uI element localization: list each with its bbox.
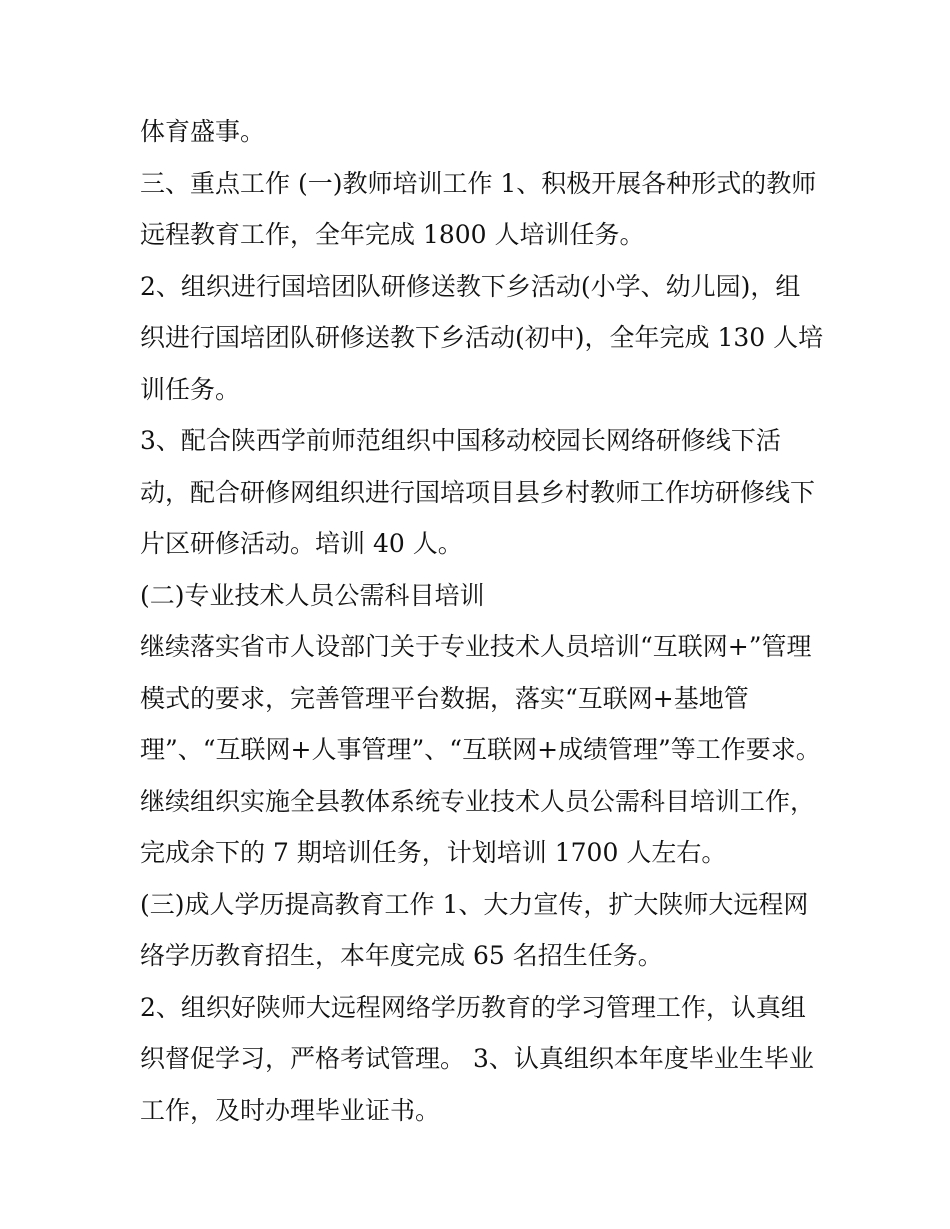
text-line: (三)成人学历提高教育工作 1、大力宣传，扩大陕师大远程网	[140, 889, 809, 919]
text-line: 2、组织进行国培团队研修送教下乡活动(小学、幼儿园)，组	[140, 271, 801, 301]
text-line: 络学历教育招生，本年度完成 65 名招生任务。	[140, 941, 663, 970]
text-line: 理”、“互联网+人事管理”、“互联网+成绩管理”等工作要求。	[140, 735, 821, 764]
text-line: 继续组织实施全县教体系统专业技术人员公需科目培训工作，	[140, 786, 816, 816]
body-text	[140, 106, 824, 1136]
text-line: 远程教育工作，全年完成 1800 人培训任务。	[140, 220, 645, 249]
text-line: 继续落实省市人设部门关于专业技术人员培训“互联网+”管理	[140, 632, 812, 661]
text-line: 体育盛事。	[140, 117, 266, 146]
text-line: 完成余下的 7 期培训任务，计划培训 1700 人左右。	[140, 838, 727, 867]
text-line: 2、组织好陕师大远程网络学历教育的学习管理工作，认真组	[140, 992, 806, 1022]
text-line: 三、重点工作 (一)教师培训工作 1、积极开展各种形式的教师	[140, 168, 817, 198]
text-line: 3、配合陕西学前师范组织中国移动校园长网络研修线下活	[140, 426, 781, 455]
section-heading: (二)专业技术人员公需科目培训	[140, 580, 485, 610]
text-line: 片区研修活动。培训 40 人。	[140, 529, 463, 558]
text-line: 训任务。	[140, 374, 241, 404]
text-line: 模式的要求，完善管理平台数据，落实“互联网+基地管	[140, 683, 749, 713]
text-line: 织督促学习，严格考试管理。 3、认真组织本年度毕业生毕业	[140, 1044, 814, 1073]
text-line: 织进行国培团队研修送教下乡活动(初中)，全年完成 130 人培	[140, 323, 824, 352]
text-line: 工作，及时办理毕业证书。	[140, 1095, 441, 1125]
text-line: 动，配合研修网组织进行国培项目县乡村教师工作坊研修线下	[140, 477, 816, 507]
